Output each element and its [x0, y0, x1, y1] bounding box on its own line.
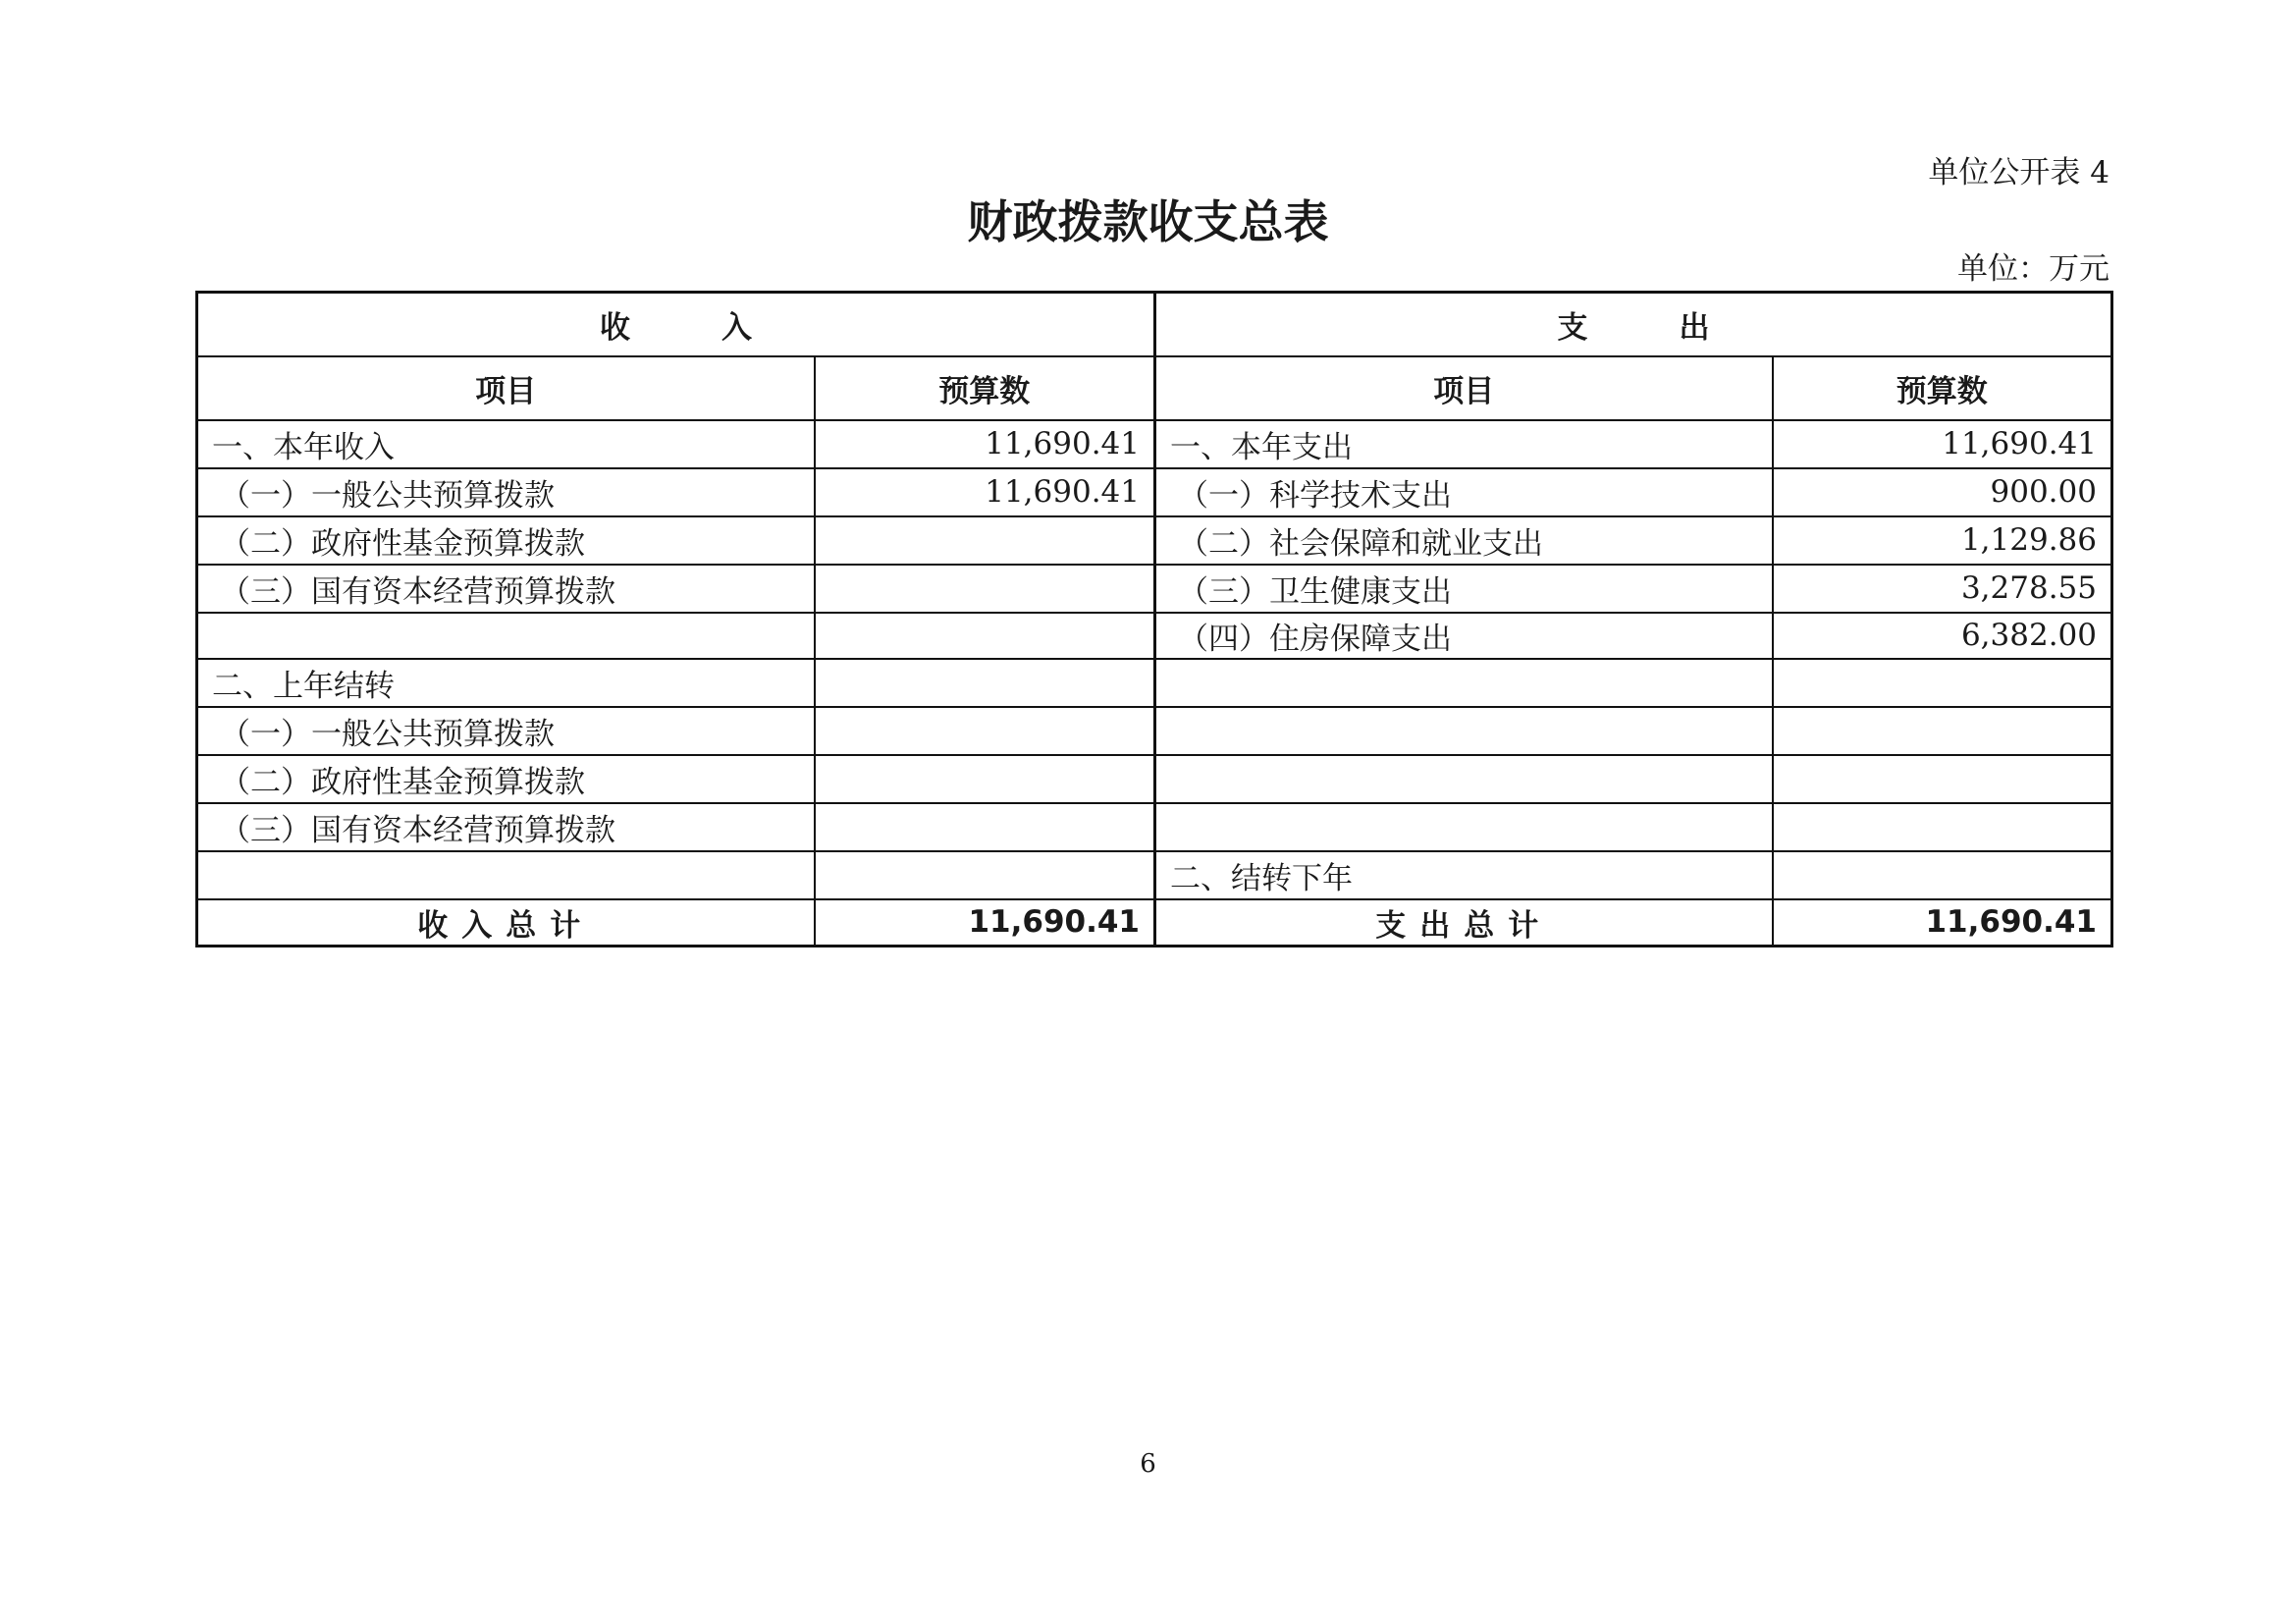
income-total-value: 11,690.41	[815, 899, 1155, 947]
expense-value: 11,690.41	[1773, 420, 2112, 468]
income-value	[815, 851, 1155, 899]
expense-total-label: 支出总计	[1155, 899, 1773, 947]
table-row	[197, 420, 2112, 468]
income-item: （二）政府性基金预算拨款	[197, 755, 815, 803]
expense-value: 900.00	[1773, 468, 2112, 516]
income-value: 11,690.41	[815, 468, 1155, 516]
expense-item: （三）卫生健康支出	[1155, 565, 1773, 613]
expense-item: 一、本年支出	[1155, 420, 1773, 468]
expense-item: （二）社会保障和就业支出	[1155, 516, 1773, 565]
income-item	[197, 613, 815, 659]
income-item: （三）国有资本经营预算拨款	[197, 803, 815, 851]
expense-item-header: 项目	[1155, 356, 1773, 420]
income-item-header: 项目	[197, 356, 815, 420]
column-header-row	[197, 356, 2112, 420]
income-value: 11,690.41	[815, 420, 1155, 468]
table-row	[197, 707, 2112, 755]
table-row	[197, 803, 2112, 851]
expense-value	[1773, 851, 2112, 899]
expense-item: （一）科学技术支出	[1155, 468, 1773, 516]
income-item: （二）政府性基金预算拨款	[197, 516, 815, 565]
expense-value	[1773, 803, 2112, 851]
income-item: 二、上年结转	[197, 659, 815, 707]
table-row	[197, 755, 2112, 803]
budget-table	[195, 291, 2113, 947]
table-row	[197, 851, 2112, 899]
table-row	[197, 659, 2112, 707]
income-value	[815, 755, 1155, 803]
unit-label: 单位：万元	[1957, 251, 2109, 287]
income-value	[815, 516, 1155, 565]
table-id: 单位公开表 4	[1928, 155, 2109, 190]
expense-value: 6,382.00	[1773, 613, 2112, 659]
income-value	[815, 659, 1155, 707]
section-header-row	[197, 293, 2112, 356]
expense-value: 1,129.86	[1773, 516, 2112, 565]
income-item: （一）一般公共预算拨款	[197, 707, 815, 755]
expense-value	[1773, 659, 2112, 707]
income-item: （一）一般公共预算拨款	[197, 468, 815, 516]
expense-item	[1155, 803, 1773, 851]
table-row	[197, 468, 2112, 516]
expense-value	[1773, 707, 2112, 755]
expense-item	[1155, 707, 1773, 755]
expense-value	[1773, 755, 2112, 803]
expense-item	[1155, 755, 1773, 803]
page-number: 6	[1140, 1449, 1156, 1479]
expense-total-value: 11,690.41	[1773, 899, 2112, 947]
table-row	[197, 613, 2112, 659]
table-row	[197, 516, 2112, 565]
income-total-label: 收入总计	[197, 899, 815, 947]
total-row	[197, 899, 2112, 947]
expense-item: （四）住房保障支出	[1155, 613, 1773, 659]
expense-item: 二、结转下年	[1155, 851, 1773, 899]
income-value	[815, 707, 1155, 755]
income-item	[197, 851, 815, 899]
page-title: 财政拨款收支总表	[967, 195, 1329, 248]
income-value	[815, 565, 1155, 613]
income-item: 一、本年收入	[197, 420, 815, 468]
expense-item	[1155, 659, 1773, 707]
income-budget-header: 预算数	[815, 356, 1155, 420]
income-value	[815, 803, 1155, 851]
table-row	[197, 565, 2112, 613]
expense-section-header: 支 出	[1155, 293, 2112, 356]
income-value	[815, 613, 1155, 659]
income-section-header: 收 入	[197, 293, 1155, 356]
expense-value: 3,278.55	[1773, 565, 2112, 613]
income-item: （三）国有资本经营预算拨款	[197, 565, 815, 613]
expense-budget-header: 预算数	[1773, 356, 2112, 420]
